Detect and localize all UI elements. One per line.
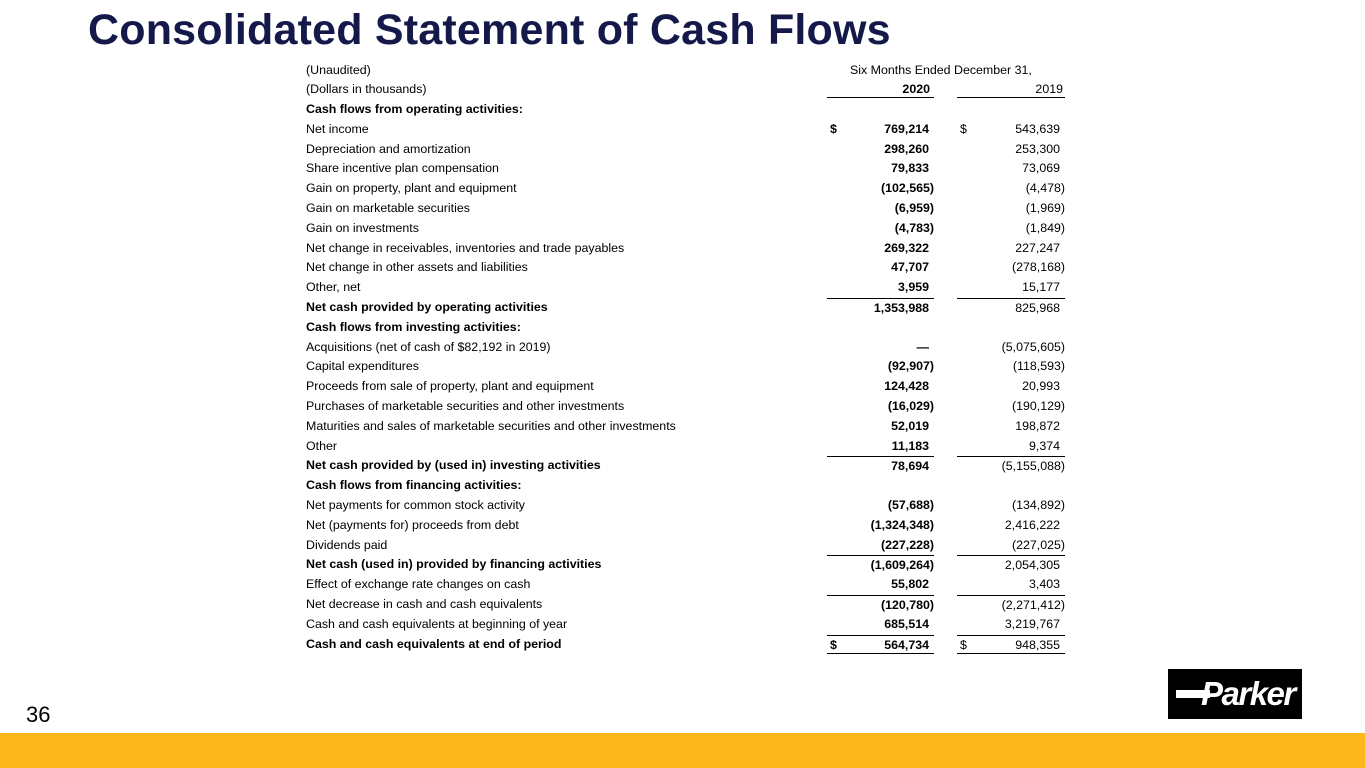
units-label: (Dollars in thousands): [306, 82, 427, 96]
table-row: [300, 516, 1070, 536]
table-row: [300, 536, 1070, 556]
page-number: 36: [26, 702, 51, 727]
cell-2020: [827, 555, 934, 575]
value-2020: 124,428: [884, 379, 929, 394]
row-label: Net cash (used in) provided by financing activities: [306, 557, 602, 572]
cell-2019: [957, 357, 1065, 377]
value-2019: (278,168): [1011, 260, 1065, 275]
row-label: Cash and cash equivalents at end of period: [306, 636, 562, 651]
value-2019: (1,849): [1025, 220, 1065, 235]
value-2019: 948,355: [1015, 637, 1060, 652]
table-row: [300, 278, 1070, 298]
value-2020: (120,780): [880, 597, 934, 612]
row-label: Gain on property, plant and equipment: [306, 181, 517, 196]
cash-flow-table: [300, 58, 1070, 654]
cell-2020: [827, 219, 934, 239]
value-2020: 78,694: [891, 459, 929, 474]
cell-2019: [957, 199, 1065, 219]
logo-wordmark: Parker: [1201, 675, 1295, 712]
value-2019: 15,177: [1022, 280, 1060, 295]
cell-2020: [827, 159, 934, 179]
cell-2020: [827, 298, 934, 318]
cell-2019: [957, 397, 1065, 417]
row-label: Depreciation and amortization: [306, 141, 471, 156]
cell-2020: [827, 239, 934, 259]
cell-2019: [957, 278, 1065, 298]
table-row: [300, 437, 1070, 457]
table-row: [300, 159, 1070, 179]
cell-2020: [827, 278, 934, 298]
value-2019: 9,374: [1028, 438, 1060, 453]
value-2020: (4,783): [894, 220, 934, 235]
cell-2019: [957, 615, 1065, 635]
value-2020: —: [916, 339, 929, 354]
period-label: Six Months Ended December 31,: [850, 63, 1032, 77]
value-2020: (6,959): [894, 200, 934, 215]
row-label: Share incentive plan compensation: [306, 161, 499, 176]
cell-2020: [827, 377, 934, 397]
row-label: Cash flows from financing activities:: [306, 478, 522, 493]
value-2020: 79,833: [891, 161, 929, 176]
table-row: [300, 357, 1070, 377]
row-label: Net income: [306, 121, 369, 136]
table-row: [300, 120, 1070, 140]
cell-2020: [827, 575, 934, 595]
value-2020: 3,959: [897, 280, 929, 295]
column-2019-header: 2019: [957, 82, 1065, 98]
value-2019: 227,247: [1015, 240, 1060, 255]
value-2020: 269,322: [884, 240, 929, 255]
table-row: [300, 140, 1070, 160]
cell-2020: [827, 258, 934, 278]
row-label: Purchases of marketable securities and other investments: [306, 398, 625, 413]
value-2019: 3,219,767: [1004, 616, 1060, 631]
row-label: Other: [306, 438, 337, 453]
table-row: [300, 239, 1070, 259]
cell-2020: [827, 338, 934, 358]
cell-2019: [957, 437, 1065, 457]
value-2019: 73,069: [1022, 161, 1060, 176]
table-row: [300, 417, 1070, 437]
value-2019: (2,271,412): [1001, 597, 1065, 612]
value-2020: 1,353,988: [873, 300, 929, 315]
section-heading: [300, 476, 1070, 496]
cell-2019: [957, 219, 1065, 239]
row-label: Net change in other assets and liabilities: [306, 260, 528, 275]
value-2020: 55,802: [891, 577, 929, 592]
cell-2019: [957, 555, 1065, 575]
table-row: [300, 595, 1070, 615]
cell-2019: [957, 120, 1065, 140]
table-body: [300, 100, 1070, 654]
dollar-sign: $: [960, 121, 967, 136]
value-2019: 2,054,305: [1004, 558, 1060, 573]
value-2019: 253,300: [1015, 141, 1060, 156]
cell-2019: [957, 575, 1065, 595]
cell-2019: [957, 536, 1065, 556]
row-label: Cash flows from investing activities:: [306, 319, 521, 334]
value-2020: (102,565): [880, 181, 934, 196]
value-2019: (4,478): [1025, 181, 1065, 196]
cell-2019: [957, 298, 1065, 318]
value-2020: 685,514: [884, 616, 929, 631]
table-row: [300, 555, 1070, 575]
row-label: Other, net: [306, 280, 361, 295]
row-label: Proceeds from sale of property, plant and equipment: [306, 379, 594, 394]
table-row: [300, 575, 1070, 595]
column-2020-header: 2020: [827, 82, 934, 98]
row-label: Cash and cash equivalents at beginning of year: [306, 616, 568, 631]
value-2020: (227,228): [880, 537, 934, 552]
row-label: Gain on marketable securities: [306, 200, 470, 215]
table-row: [300, 199, 1070, 219]
cell-2019: [957, 140, 1065, 160]
cell-2019: [957, 635, 1065, 655]
parker-logo: [1168, 669, 1302, 719]
cell-2019: [957, 179, 1065, 199]
cell-2019: [957, 377, 1065, 397]
value-2019: 825,968: [1015, 300, 1060, 315]
value-2020: (57,688): [887, 497, 934, 512]
value-2019: 198,872: [1015, 418, 1060, 433]
value-2019: (134,892): [1011, 497, 1065, 512]
table-row: [300, 338, 1070, 358]
table-row: [300, 456, 1070, 476]
value-2019: 3,403: [1028, 577, 1060, 592]
row-label: Net decrease in cash and cash equivalents: [306, 596, 543, 611]
cell-2020: [827, 456, 934, 476]
cell-2019: [957, 258, 1065, 278]
table-row: [300, 397, 1070, 417]
cell-2020: [827, 516, 934, 536]
table-header-top: [300, 58, 1070, 80]
value-2020: 11,183: [891, 438, 929, 453]
value-2020: (1,609,264): [870, 558, 934, 573]
value-2020: (1,324,348): [870, 517, 934, 532]
cell-2020: [827, 417, 934, 437]
row-label: Dividends paid: [306, 537, 388, 552]
cell-2020: [827, 120, 934, 140]
cell-2019: [957, 516, 1065, 536]
value-2019: 2,416,222: [1004, 517, 1060, 532]
row-label: Net change in receivables, inventories and trade payables: [306, 240, 625, 255]
unaudited-label: (Unaudited): [306, 63, 371, 77]
value-2019: 20,993: [1022, 379, 1060, 394]
table-row: [300, 258, 1070, 278]
row-label: Acquisitions (net of cash of $82,192 in 2019): [306, 339, 551, 354]
value-2019: (5,155,088): [1001, 459, 1065, 474]
value-2019: (190,129): [1011, 398, 1065, 413]
row-label: Net cash provided by operating activities: [306, 299, 548, 314]
cell-2020: [827, 179, 934, 199]
row-label: Capital expenditures: [306, 359, 419, 374]
cell-2020: [827, 199, 934, 219]
cell-2019: [957, 417, 1065, 437]
cell-2020: [827, 437, 934, 457]
row-label: Net payments for common stock activity: [306, 497, 525, 512]
row-label: Net (payments for) proceeds from debt: [306, 517, 519, 532]
cell-2020: [827, 595, 934, 615]
cell-2019: [957, 159, 1065, 179]
table-row: [300, 179, 1070, 199]
cell-2020: [827, 635, 934, 655]
dollar-sign: $: [960, 637, 967, 652]
value-2019: 543,639: [1015, 121, 1060, 136]
row-label: Effect of exchange rate changes on cash: [306, 577, 531, 592]
value-2019: (1,969): [1025, 200, 1065, 215]
value-2020: (16,029): [887, 398, 934, 413]
value-2020: 52,019: [891, 418, 929, 433]
table-row: [300, 219, 1070, 239]
cell-2019: [957, 239, 1065, 259]
row-label: Cash flows from operating activities:: [306, 102, 523, 116]
cell-2019: [957, 595, 1065, 615]
cell-2020: [827, 496, 934, 516]
cell-2019: [957, 496, 1065, 516]
value-2020: 298,260: [884, 141, 929, 156]
table-row: [300, 298, 1070, 318]
value-2019: (118,593): [1012, 359, 1065, 374]
table-row: [300, 496, 1070, 516]
page-title: Consolidated Statement of Cash Flows: [88, 6, 891, 54]
cell-2020: [827, 536, 934, 556]
value-2019: (5,075,605): [1001, 339, 1065, 354]
table-row: [300, 377, 1070, 397]
value-2020: 769,214: [884, 121, 929, 136]
dollar-sign: $: [830, 637, 837, 652]
cell-2020: [827, 140, 934, 160]
cell-2020: [827, 615, 934, 635]
table-row: [300, 615, 1070, 635]
table-header-years: [300, 80, 1070, 100]
table-row: [300, 635, 1070, 655]
value-2019: (227,025): [1011, 537, 1065, 552]
section-heading: [300, 318, 1070, 338]
dollar-sign: $: [830, 121, 837, 136]
cell-2020: [827, 397, 934, 417]
value-2020: (92,907): [887, 359, 934, 374]
value-2020: 47,707: [891, 260, 929, 275]
cell-2019: [957, 338, 1065, 358]
cell-2019: [957, 456, 1065, 476]
row-label: Net cash provided by (used in) investing activities: [306, 458, 601, 473]
row-label: Gain on investments: [306, 220, 419, 235]
value-2020: 564,734: [884, 637, 929, 652]
cell-2020: [827, 357, 934, 377]
row-label: Maturities and sales of marketable securities and other investments: [306, 418, 676, 433]
footer-bar: [0, 733, 1365, 768]
section-heading: [300, 100, 1070, 120]
